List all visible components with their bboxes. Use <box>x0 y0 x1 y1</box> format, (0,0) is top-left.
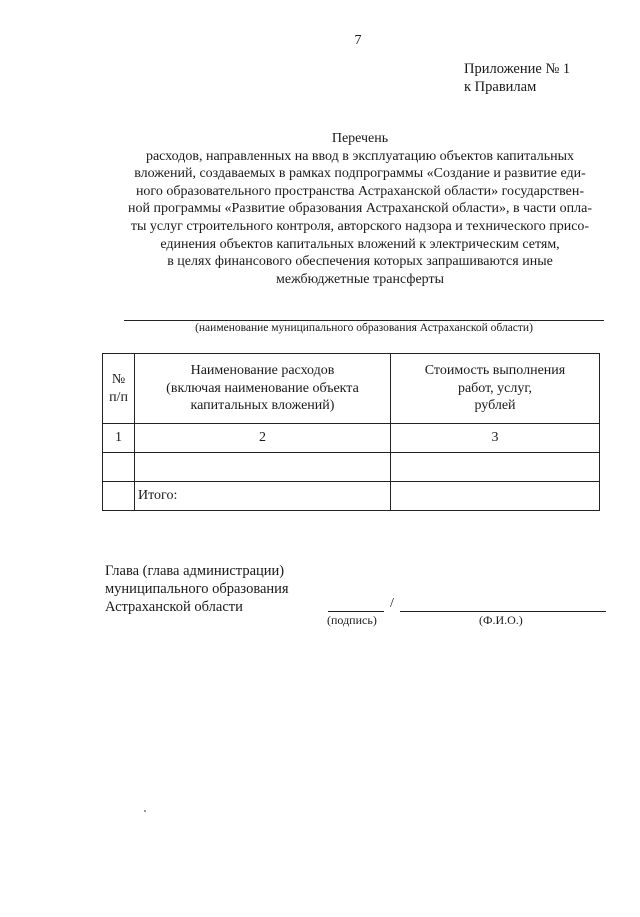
table-index-row <box>103 424 600 453</box>
title-line: в целях финансового обеспечения которых запрашиваются иные <box>167 254 553 270</box>
index-cell: 1 <box>103 424 135 453</box>
signatory-line: Глава (глава администрации) <box>105 563 285 579</box>
title-line: вложений, создаваемых в рамках подпрограммы «Создание и развитие еди- <box>134 166 586 182</box>
header-expense-line: (включая наименование объекта <box>166 380 359 396</box>
total-value-cell[interactable] <box>391 482 600 511</box>
header-cost-line: рублей <box>474 398 516 414</box>
header-number-line: № <box>111 372 126 387</box>
index-cell: 3 <box>391 424 600 453</box>
table-cell <box>103 482 135 511</box>
table-cell[interactable] <box>135 453 391 482</box>
table-total-row <box>103 482 600 511</box>
municipality-fill-line <box>124 320 604 321</box>
header-expense-line: Наименование расходов <box>190 363 335 379</box>
title-heading: Перечень <box>331 131 389 146</box>
title-line: ного образовательного пространства Астраханской области» государствен- <box>135 183 585 199</box>
appendix-line-2: к Правилам <box>464 79 537 95</box>
total-label: Итого: <box>135 482 391 511</box>
table-row <box>103 453 600 482</box>
signatory-title <box>105 563 289 616</box>
signature-separator: / <box>390 596 394 611</box>
header-cost-line: работ, услуг, <box>457 380 533 396</box>
table-cell[interactable] <box>391 453 600 482</box>
appendix-line-1: Приложение № 1 <box>464 61 571 77</box>
title-line: ной программы «Развитие образования Астраханской области», в части опла- <box>127 201 592 217</box>
fio-caption: (Ф.И.О.) <box>479 613 523 627</box>
title-line: ты услуг строительного контроля, авторского надзора и технического присо- <box>130 218 590 234</box>
table-cell[interactable] <box>103 453 135 482</box>
title-line: единения объектов капитальных вложений к электрическим сетям, <box>160 236 560 252</box>
municipality-caption: (наименование муниципального образования Астраханской области) <box>195 322 533 334</box>
scan-speck <box>144 810 146 812</box>
header-number-line: п/п <box>109 389 128 405</box>
expenses-table <box>102 353 600 511</box>
header-cost <box>391 354 600 424</box>
header-expense-name <box>135 354 391 424</box>
signature-caption: (подпись) <box>327 613 377 627</box>
document-title <box>100 130 620 288</box>
table-header-row <box>103 354 600 424</box>
header-number <box>103 354 135 424</box>
signatory-line: Астраханской области <box>105 598 243 615</box>
fio-line <box>400 611 606 612</box>
title-line: расходов, направленных на ввод в эксплуатацию объектов капитальных <box>145 148 575 164</box>
header-expense-line: капитальных вложений) <box>190 398 335 414</box>
page-number: 7 <box>354 33 362 48</box>
signature-line <box>328 611 384 612</box>
signatory-line: муниципального образования <box>105 580 289 597</box>
header-cost-line: Стоимость выполнения <box>424 363 566 379</box>
appendix-label <box>464 60 570 96</box>
index-cell: 2 <box>135 424 391 453</box>
title-line: межбюджетные трансферты <box>276 271 444 287</box>
